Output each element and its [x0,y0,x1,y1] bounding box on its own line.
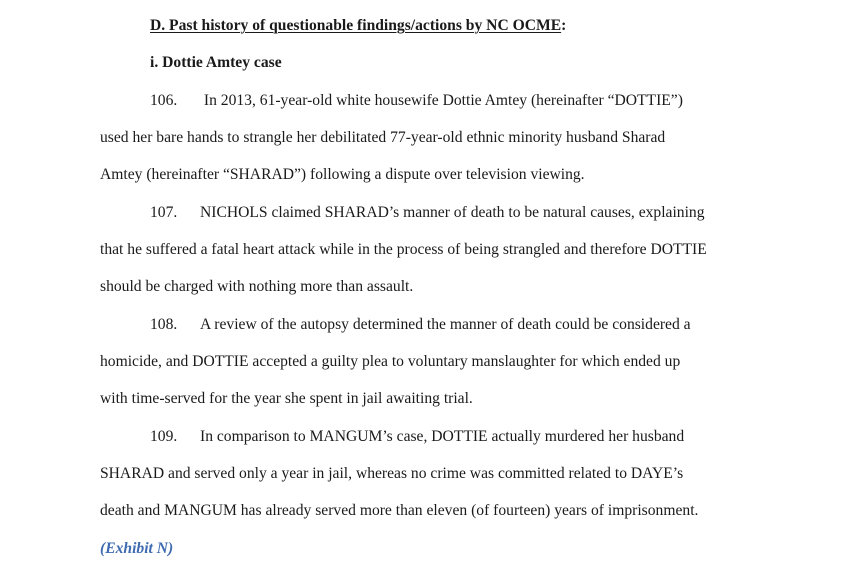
paragraph-number: 106. [150,92,178,109]
paragraph-text: In 2013, 61-year-old white housewife Dottie Amtey (hereinafter “DOTTIE”) [200,92,683,109]
paragraph-106-line-3: Amtey (hereinafter “SHARAD”) following a dispute over television viewing. [100,166,585,183]
paragraph-109-line-1 [150,427,684,447]
paragraph-106-line-2: used her bare hands to strangle her debilitated 77-year-old ethnic minority husband Sharad [100,129,666,146]
paragraph-text: In comparison to MANGUM’s case, DOTTIE actually murdered her husband [200,428,685,445]
paragraph-107-line-1 [150,203,705,223]
paragraph-number: 109. [150,428,178,445]
exhibit-link[interactable]: (Exhibit N) [100,540,174,557]
paragraph-109-line-2: SHARAD and served only a year in jail, whereas no crime was committed related to DAYE’s [100,465,684,482]
paragraph-109-line-3: death and MANGUM has already served more than eleven (of fourteen) years of imprisonment. [100,502,699,519]
paragraph-text: A review of the autopsy determined the manner of death could be considered a [200,316,691,333]
paragraph-108-line-3: with time-served for the year she spent in jail awaiting trial. [100,390,473,407]
case-subheading: i. Dottie Amtey case [150,54,282,71]
paragraph-107-line-2: that he suffered a fatal heart attack while in the process of being strangled and therefore DOTTIE [100,241,707,258]
section-heading [150,16,566,36]
section-heading-text: D. Past history of questionable findings/actions by NC OCME [150,17,562,34]
paragraph-number: 107. [150,204,178,221]
paragraph-text: NICHOLS claimed SHARAD’s manner of death to be natural causes, explaining [200,204,705,221]
paragraph-108-line-2: homicide, and DOTTIE accepted a guilty plea to voluntary manslaughter for which ended up [100,353,681,370]
paragraph-number: 108. [150,316,178,333]
section-heading-colon: : [561,17,567,34]
paragraph-108-line-1 [150,315,691,335]
paragraph-106-line-1 [150,91,683,111]
paragraph-107-line-3: should be charged with nothing more than assault. [100,278,414,295]
